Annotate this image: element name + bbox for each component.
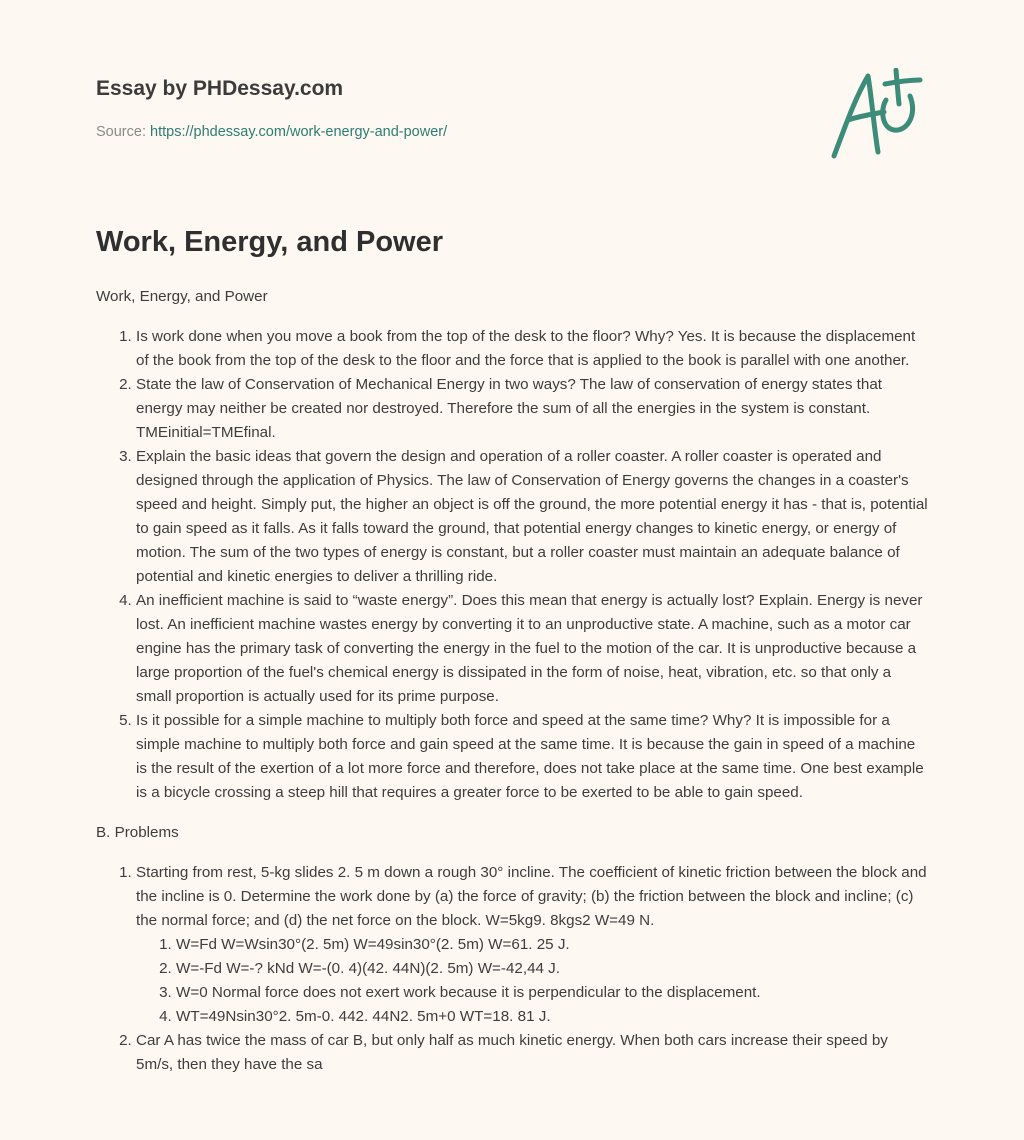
list-item	[136, 861, 928, 1029]
list-item: 1. W=Fd W=Wsin30°(2. 5m) W=49sin30°(2. 5m) W=61. 25 J.	[176, 933, 928, 957]
essay-title: Work, Energy, and Power	[96, 226, 444, 258]
list-item	[136, 1029, 928, 1077]
source-line	[96, 124, 447, 140]
problem-steps-list	[136, 933, 928, 1029]
intro-paragraph: Work, Energy, and Power	[96, 288, 268, 305]
problems-list	[96, 861, 928, 1077]
a-plus-logo-icon	[828, 68, 928, 164]
source-label: Source:	[96, 124, 146, 140]
source-link[interactable]: https://phdessay.com/work-energy-and-power/	[150, 124, 448, 140]
problems-heading: B. Problems	[96, 824, 179, 841]
page-header	[96, 72, 928, 172]
list-item: 1. Is work done when you move a book from the top of the desk to the floor? Why? Yes. It is because the displacement of the book from the top of the desk to the floor and the force that is applied to the book is parallel with one another.	[136, 325, 928, 373]
list-item: 5. Is it possible for a simple machine to multiply both force and speed at the same time? Why? It is impossible for a simple machine to multiply both force and gain speed at the same time. It is because the gain in speed of a machine is the result of the exertion of a lot more force and therefore, does not take place at the same time. One best example is a bicycle crossing a steep hill that requires a greater force to be exerted to be able to gain speed.	[136, 709, 928, 805]
site-title: Essay by PHDessay.com	[96, 77, 344, 100]
list-item: 3. Explain the basic ideas that govern the design and operation of a roller coaster. A roller coaster is operated and designed through the application of Physics. The law of Conservation of Energy governs the changes in a coaster's speed and height. Simply put, the higher an object is off the ground, the more potential energy it has - that is, potential to gain speed as it falls. As it falls toward the ground, that potential energy changes to kinetic energy, or energy of motion. The sum of the two types of energy is constant, but a roller coaster must maintain an adequate balance of potential and kinetic energies to deliver a thrilling ride.	[136, 445, 928, 589]
list-item: 2. W=-Fd W=-? kNd W=-(0. 4)(42. 44N)(2. 5m) W=-42,44 J.	[176, 957, 928, 981]
list-item: 4. WT=49Nsin30°2. 5m-0. 442. 44N2. 5m+0 WT=18. 81 J.	[176, 1005, 928, 1029]
questions-list	[96, 325, 928, 805]
list-item: 2. State the law of Conservation of Mechanical Energy in two ways? The law of conservation of energy states that energy may neither be created nor destroyed. Therefore the sum of all the energies in the system is constant. TMEinitial=TMEfinal.	[136, 373, 928, 445]
problem-text: Car A has twice the mass of car B, but only half as much kinetic energy. When both cars increase their speed by 5m/s, then they have the sa	[136, 1032, 888, 1073]
problem-text: Starting from rest, 5-kg slides 2. 5 m down a rough 30° incline. The coefficient of kinetic friction between the block and the incline is 0. Determine the work done by (a) the force of gravity; (b) the friction between the block and incline; (c) the normal force; and (d) the net force on the block. W=5kg9. 8kgs2 W=49 N.	[136, 864, 927, 929]
essay-body	[96, 285, 928, 1077]
list-item: 4. An inefficient machine is said to “waste energy”. Does this mean that energy is actually lost? Explain. Energy is never lost. An inefficient machine wastes energy by converting it to an unproductive state. A machine, such as a motor car engine has the primary task of converting the energy in the fuel to the motion of the car. It is unproductive because a large proportion of the fuel's chemical energy is dissipated in the form of noise, heat, vibration, etc. so that only a small proportion is actually used for its prime purpose.	[136, 589, 928, 709]
list-item: 3. W=0 Normal force does not exert work because it is perpendicular to the displacement.	[176, 981, 928, 1005]
